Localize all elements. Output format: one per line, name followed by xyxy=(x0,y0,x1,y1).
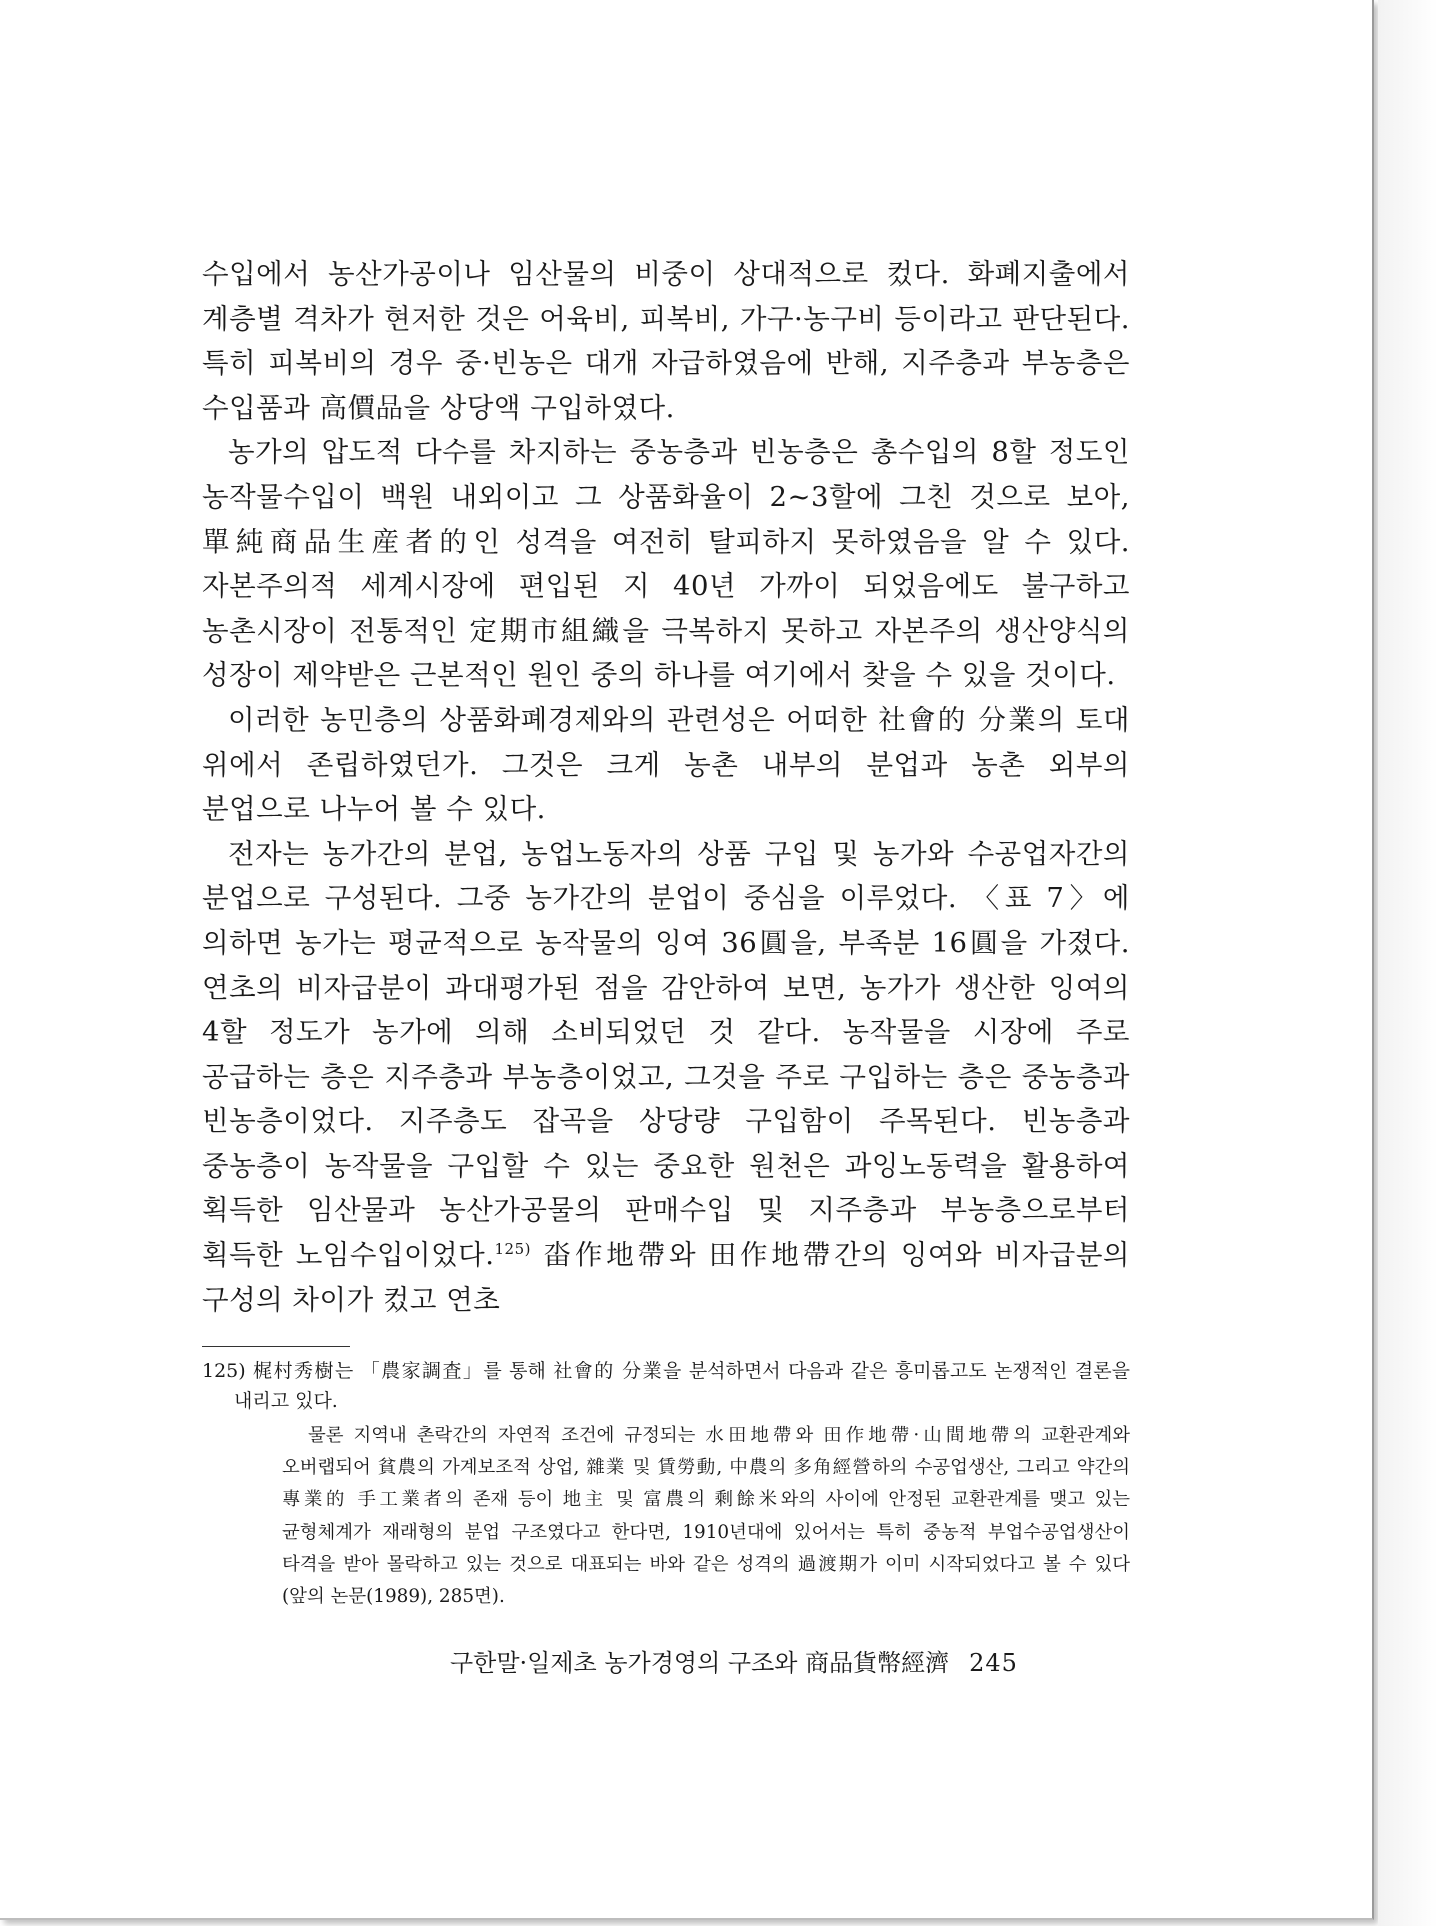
running-footer xyxy=(450,1648,1018,1678)
page-number: 245 xyxy=(969,1649,1018,1677)
footnote-reference[interactable]: 125) xyxy=(494,1239,531,1258)
footnote-number: 125) xyxy=(202,1360,246,1382)
footnote-quote: 물론 지역내 촌락간의 자연적 조건에 규정되는 水田地帶와 田作地帶·山間地帶의 교환관계와 오버랩되어 貧農의 가계보조적 상업, 雜業 및 賃勞動, 中農의 多角經營하의 수공업생산, 그리고 약간의 專業的 手工業者의 존재 등이 地主 및 富農의 剩餘米와의 사이에 안정된 교환관계를 맺고 있는 균형체계가 재래형의 분업 구조였다고 한다면, 1910년대에 있어서는 특히 중농적 부업수공업생산이 타격을 받아 몰락하고 있는 것으로 대표되는 바와 같은 성격의 過渡期가 이미 시작되었다고 볼 수 있다(앞의 논문(1989), 285면). xyxy=(282,1425,1130,1608)
paragraph-1: 수입에서 농산가공이나 임산물의 비중이 상대적으로 컸다. 화폐지출에서 계층별 격차가 현저한 것은 어육비, 피복비, 가구·농구비 등이라고 판단된다. 특히 피복비의 경우 중·빈농은 대개 자급하였음에 반해, 지주층과 부농층은 수입품과 高價品을 상당액 구입하였다. xyxy=(202,258,1130,424)
footer-title: 구한말·일제초 농가경영의 구조와 商品貨幣經濟 xyxy=(450,1649,950,1677)
body-text xyxy=(202,252,1130,1322)
paragraph-3: 이러한 농민층의 상품화폐경제와의 관련성은 어떠한 社會的 分業의 토대 위에서 존립하였던가. 그것은 크게 농촌 내부의 분업과 농촌 외부의 분업으로 나누어 볼 수 있다. xyxy=(202,703,1130,826)
paragraph-4-text: 전자는 농가간의 분업, 농업노동자의 상품 구입 및 농가와 수공업자간의 분업으로 구성된다. 그중 농가간의 분업이 중심을 이루었다. 〈표 7〉에 의하면 농가는 평균적으로 농작물의 잉여 36圓을, 부족분 16圓을 가졌다. 연초의 비자급분이 과대평가된 점을 감안하여 보면, 농가가 생산한 잉여의 4할 정도가 농가에 의해 소비되었던 것 같다. 농작물을 시장에 주로 공급하는 층은 지주층과 부농층이었고, 그것을 주로 구입하는 층은 중농층과 빈농층이었다. 지주층도 잡곡을 상당량 구입함이 주목된다. 빈농층과 중농층이 농작물을 구입할 수 있는 중요한 원천은 과잉노동력을 활용하여 획득한 임산물과 농산가공물의 판매수입 및 지주층과 부농층으로부터 획득한 노임수입이었다. xyxy=(202,837,1130,1272)
footnote-main xyxy=(202,1356,1130,1416)
paragraph-4-tail: 畓作地帶와 田作地帶간의 잉여와 비자급분의 구성의 차이가 컸고 연초 xyxy=(202,1239,1130,1316)
footnote-text: 梶村秀樹는 「農家調査」를 통해 社會的 分業을 분석하면서 다음과 같은 흥미롭고도 논쟁적인 결론을 내리고 있다. xyxy=(234,1360,1130,1412)
paragraph-2: 농가의 압도적 다수를 차지하는 중농층과 빈농층은 총수입의 8할 정도인 농작물수입이 백원 내외이고 그 상품화율이 2~3할에 그친 것으로 보아, 單純商品生産者的인 성격을 여전히 탈피하지 못하였음을 알 수 있다. 자본주의적 세계시장에 편입된 지 40년 가까이 되었음에도 불구하고 농촌시장이 전통적인 定期市組織을 극복하지 못하고 자본주의 생산양식의 성장이 제약받은 근본적인 원인 중의 하나를 여기에서 찾을 수 있을 것이다. xyxy=(202,436,1130,692)
footnote-divider xyxy=(202,1346,350,1347)
page-gutter xyxy=(1378,0,1438,1926)
footnote xyxy=(202,1356,1130,1613)
paragraph-4 xyxy=(202,832,1130,1323)
